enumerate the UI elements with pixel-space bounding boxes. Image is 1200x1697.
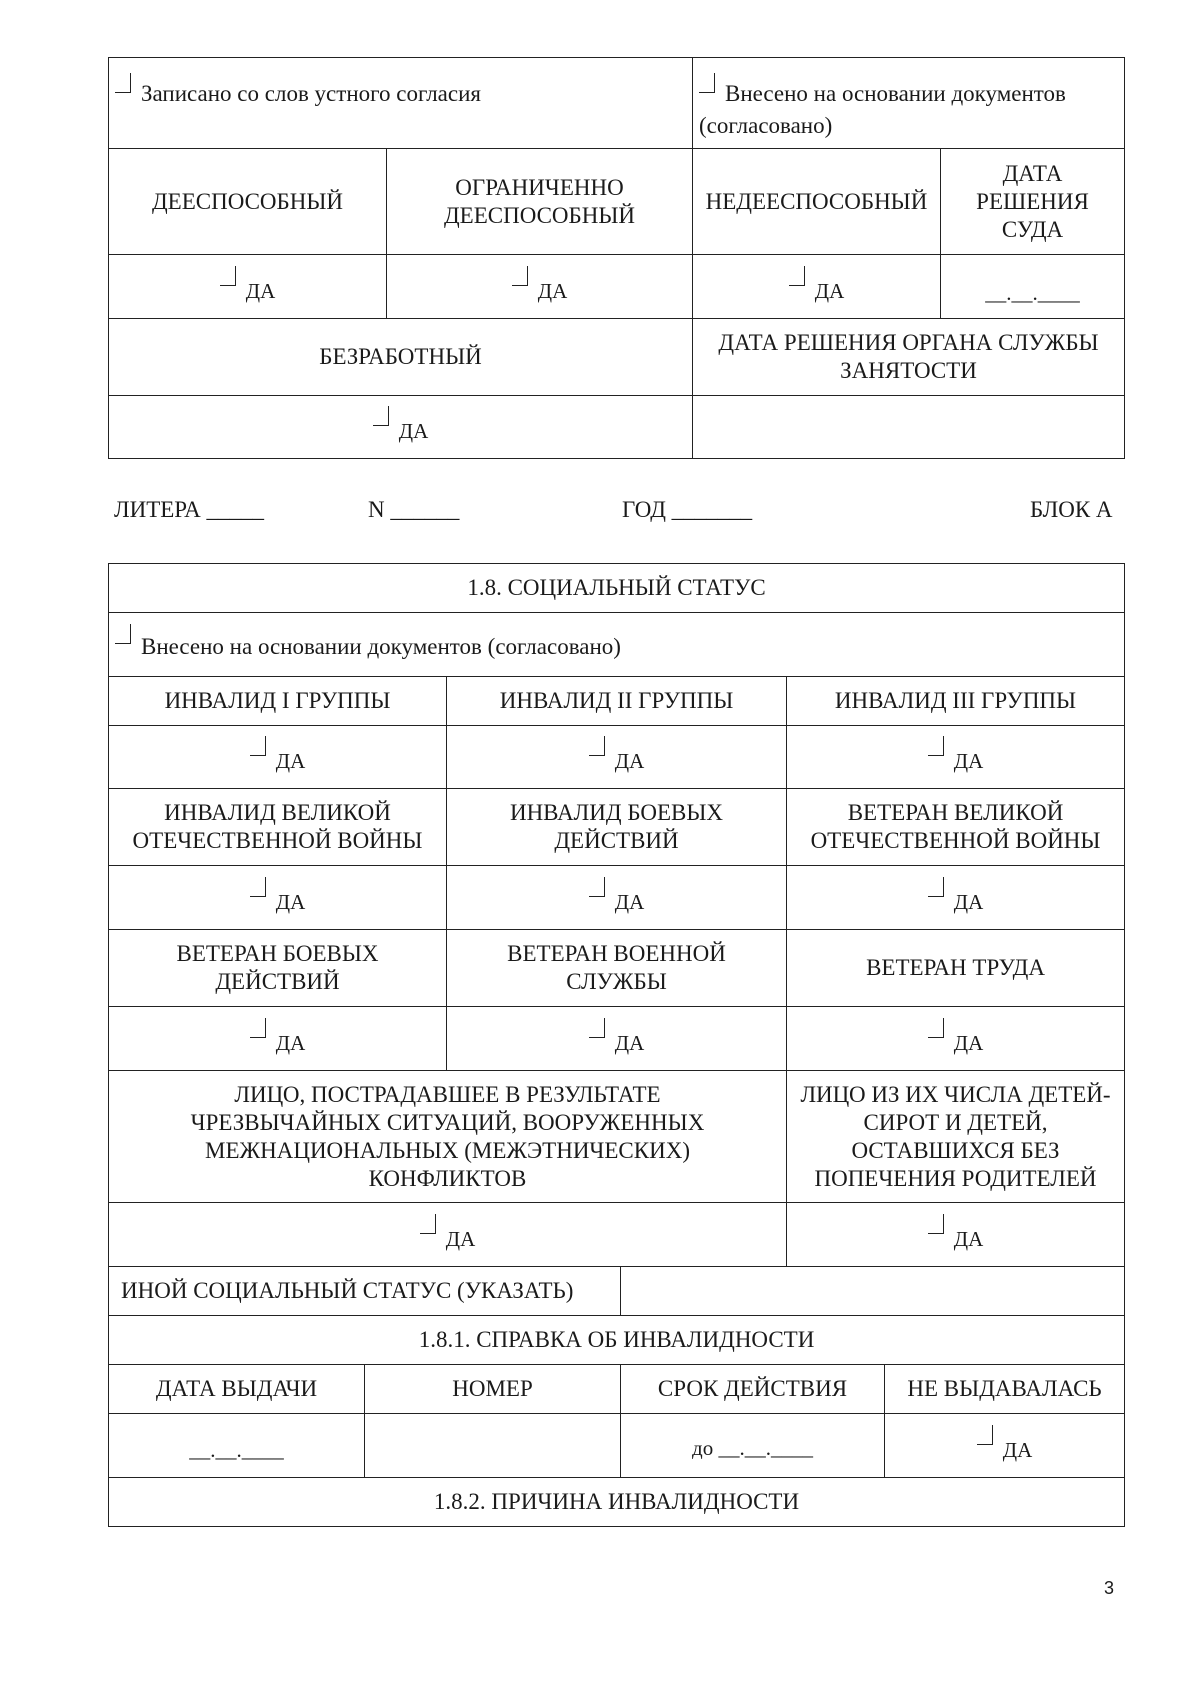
veteran-labor-option: [787, 1007, 1125, 1071]
disabled-group-1-checkbox[interactable]: [250, 736, 266, 756]
veteran-labor-checkbox[interactable]: [928, 1018, 944, 1038]
emergency-victim-header: ЛИЦО, ПОСТРАДАВШЕЕ В РЕЗУЛЬТАТЕ ЧРЕЗВЫЧАЙНЫХ СИТУАЦИЙ, ВООРУЖЕННЫХ МЕЖНАЦИОНАЛЬНЫХ (МЕЖЭТНИЧЕСКИХ) КОНФЛИКТОВ: [109, 1071, 787, 1203]
disabled-combat-yes-label: ДА: [614, 889, 645, 914]
orphan-header: ЛИЦО ИЗ ИХ ЧИСЛА ДЕТЕЙ-СИРОТ И ДЕТЕЙ, ОСТАВШИХСЯ БЕЗ ПОПЕЧЕНИЯ РОДИТЕЛЕЙ: [787, 1071, 1125, 1203]
veteran-military-header: ВЕТЕРАН ВОЕННОЙ СЛУЖБЫ: [447, 930, 787, 1007]
emergency-victim-checkbox[interactable]: [420, 1214, 436, 1234]
court-date-field[interactable]: [941, 255, 1125, 319]
legal-capacity-table: [108, 57, 1125, 459]
disabled-combat-checkbox[interactable]: [589, 877, 605, 897]
veteran-wwii-checkbox[interactable]: [928, 877, 944, 897]
veteran-combat-yes-label: ДА: [275, 1030, 306, 1055]
disability-cause-title: 1.8.2. ПРИЧИНА ИНВАЛИДНОСТИ: [109, 1478, 1125, 1527]
issue-date-header: ДАТА ВЫДАЧИ: [109, 1365, 365, 1414]
block-label: БЛОК А: [1030, 497, 1113, 522]
limited-capable-header: ОГРАНИЧЕННО ДЕЕСПОСОБНЫЙ: [387, 149, 693, 255]
veteran-labor-header: ВЕТЕРАН ТРУДА: [787, 930, 1125, 1007]
social-documents-label: Внесено на основании документов (согласовано): [141, 633, 621, 659]
disabled-combat-option: [447, 866, 787, 930]
certificate-number-header: НОМЕР: [365, 1365, 621, 1414]
employment-date-field[interactable]: [693, 396, 1125, 459]
veteran-wwii-yes-label: ДА: [953, 889, 984, 914]
capable-yes-label: ДА: [245, 278, 276, 303]
court-date-header: ДАТА РЕШЕНИЯ СУДА: [941, 149, 1125, 255]
documents-consent-checkbox[interactable]: [699, 73, 715, 93]
incapable-yes-label: ДА: [814, 278, 845, 303]
disabled-group-2-yes-label: ДА: [614, 749, 645, 773]
disabled-wwii-checkbox[interactable]: [250, 877, 266, 897]
court-date-blank: __.__.____: [985, 280, 1080, 305]
capable-checkbox[interactable]: [220, 266, 236, 286]
issue-date-blank: __.__.____: [189, 1437, 284, 1462]
emergency-victim-yes-label: ДА: [445, 1226, 476, 1251]
registration-strip: [0, 497, 1200, 527]
veteran-military-checkbox[interactable]: [589, 1018, 605, 1038]
incapable-option: [693, 255, 941, 319]
page-number: 3: [1104, 1578, 1115, 1598]
social-documents-checkbox[interactable]: [115, 624, 131, 644]
validity-until-blank: до __.__.____: [692, 1435, 813, 1460]
disabled-wwii-header: ИНВАЛИД ВЕЛИКОЙ ОТЕЧЕСТВЕННОЙ ВОЙНЫ: [109, 789, 447, 866]
veteran-wwii-option: [787, 866, 1125, 930]
verbal-consent-checkbox[interactable]: [115, 73, 131, 93]
validity-field[interactable]: [621, 1414, 885, 1478]
social-status-title: 1.8. СОЦИАЛЬНЫЙ СТАТУС: [109, 564, 1125, 613]
social-status-table: [108, 563, 1125, 1527]
limited-yes-label: ДА: [537, 278, 568, 303]
disabled-group-3-yes-label: ДА: [953, 749, 984, 773]
incapable-checkbox[interactable]: [789, 266, 805, 286]
employment-date-header: ДАТА РЕШЕНИЯ ОРГАНА СЛУЖБЫ ЗАНЯТОСТИ: [693, 319, 1125, 396]
number-field[interactable]: N ______: [368, 497, 460, 522]
disabled-group-1-header: ИНВАЛИД I ГРУППЫ: [109, 677, 447, 726]
not-issued-header: НЕ ВЫДАВАЛАСЬ: [885, 1365, 1125, 1414]
unemployed-checkbox[interactable]: [373, 406, 389, 426]
unemployed-option: [109, 396, 693, 459]
year-field[interactable]: ГОД _______: [622, 497, 753, 522]
disabled-group-3-checkbox[interactable]: [928, 736, 944, 756]
veteran-labor-yes-label: ДА: [953, 1030, 984, 1055]
capable-header: ДЕЕСПОСОБНЫЙ: [109, 149, 387, 255]
certificate-number-field[interactable]: [365, 1414, 621, 1478]
not-issued-yes-label: ДА: [1002, 1437, 1033, 1462]
unemployed-yes-label: ДА: [398, 419, 429, 443]
veteran-combat-header: ВЕТЕРАН БОЕВЫХ ДЕЙСТВИЙ: [109, 930, 447, 1007]
orphan-option: [787, 1203, 1125, 1267]
incapable-header: НЕДЕЕСПОСОБНЫЙ: [693, 149, 941, 255]
disabled-group-2-checkbox[interactable]: [589, 736, 605, 756]
other-status-label: ИНОЙ СОЦИАЛЬНЫЙ СТАТУС (УКАЗАТЬ): [109, 1267, 621, 1316]
emergency-victim-option: [109, 1203, 787, 1267]
limited-checkbox[interactable]: [512, 266, 528, 286]
verbal-consent-label: Записано со слов устного согласия: [141, 81, 481, 106]
documents-consent-cell: [693, 58, 1125, 149]
issue-date-field[interactable]: [109, 1414, 365, 1478]
disabled-group-2-header: ИНВАЛИД II ГРУППЫ: [447, 677, 787, 726]
disability-certificate-title: 1.8.1. СПРАВКА ОБ ИНВАЛИДНОСТИ: [109, 1316, 1125, 1365]
orphan-checkbox[interactable]: [928, 1214, 944, 1234]
disabled-group-1-option: [109, 726, 447, 789]
disabled-wwii-option: [109, 866, 447, 930]
disabled-group-3-header: ИНВАЛИД III ГРУППЫ: [787, 677, 1125, 726]
disabled-group-2-option: [447, 726, 787, 789]
disabled-group-1-yes-label: ДА: [275, 749, 306, 773]
veteran-military-option: [447, 1007, 787, 1071]
veteran-combat-option: [109, 1007, 447, 1071]
not-issued-checkbox[interactable]: [977, 1425, 993, 1445]
limited-option: [387, 255, 693, 319]
other-status-field[interactable]: [621, 1267, 1125, 1316]
disabled-combat-header: ИНВАЛИД БОЕВЫХ ДЕЙСТВИЙ: [447, 789, 787, 866]
validity-header: СРОК ДЕЙСТВИЯ: [621, 1365, 885, 1414]
veteran-wwii-header: ВЕТЕРАН ВЕЛИКОЙ ОТЕЧЕСТВЕННОЙ ВОЙНЫ: [787, 789, 1125, 866]
not-issued-option: [885, 1414, 1125, 1478]
capable-option: [109, 255, 387, 319]
disabled-wwii-yes-label: ДА: [275, 889, 306, 914]
verbal-consent-cell: [109, 58, 693, 149]
orphan-yes-label: ДА: [953, 1226, 984, 1251]
veteran-military-yes-label: ДА: [614, 1030, 645, 1055]
social-documents-cell: [109, 613, 1125, 677]
litera-field[interactable]: ЛИТЕРА _____: [114, 497, 265, 522]
unemployed-header: БЕЗРАБОТНЫЙ: [109, 319, 693, 396]
veteran-combat-checkbox[interactable]: [250, 1018, 266, 1038]
documents-consent-label: Внесено на основании документов (согласовано): [699, 81, 1066, 138]
disabled-group-3-option: [787, 726, 1125, 789]
